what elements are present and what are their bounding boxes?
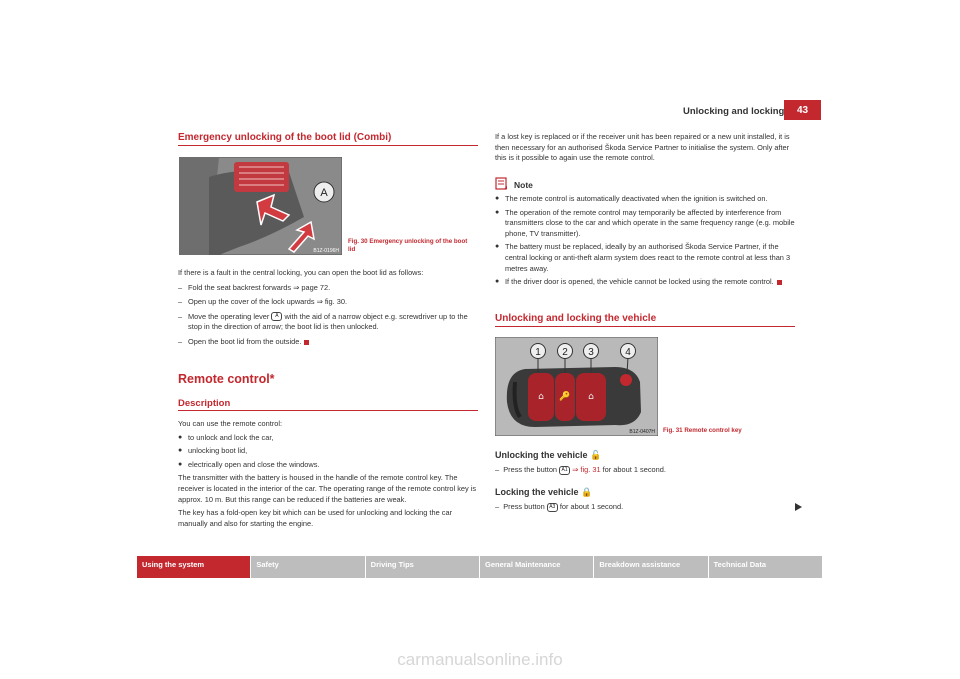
- note-icon: [495, 177, 508, 190]
- note-item: ● The remote control is automatically deactivated when the ignition is switched on.: [495, 194, 768, 203]
- button-a1-badge: A1: [559, 466, 570, 475]
- page-header-title: Unlocking and locking: [683, 106, 785, 117]
- figure-label-a: A: [320, 187, 328, 199]
- key-label-3: 3: [588, 347, 594, 358]
- section1-intro: If there is a fault in the central locking, you can open the boot lid as follows:: [178, 268, 424, 277]
- unlock-padlock-icon: 🔓: [590, 450, 602, 460]
- unlock-step: – Press the button A1 ⇒ fig. 31 for about 1 second.: [495, 465, 666, 474]
- step-4: – Open the boot lid from the outside.: [178, 337, 478, 348]
- svg-text:🔑: 🔑: [559, 392, 571, 402]
- note-body: [495, 191, 795, 288]
- figure-caption-30: Fig. 30 Emergency unlocking of the boot lid: [348, 238, 468, 253]
- circled-a-badge: A: [271, 312, 282, 321]
- note-item-text: The battery must be replaced, ideally by an authorised Škoda Service Partner, if the central locking or anti-theft alarm system does react to the remote control at less than 3 metres away.: [505, 242, 791, 273]
- figure-boot-lid-lock: [179, 157, 342, 255]
- subsection-rule: [178, 410, 478, 411]
- key-label-4: 4: [625, 347, 631, 358]
- section2-para1: The transmitter with the battery is housed in the handle of the remote control key. The receiver is located in the interior of the car. The operating range of the remote control key is approx. 10 m. But this range can be reduced if the batteries are weak.: [178, 473, 477, 504]
- tab-breakdown-assistance[interactable]: Breakdown assistance: [593, 556, 707, 578]
- figure-remote-control-key: [495, 337, 658, 436]
- bullet-item: ● to unlock and lock the car,: [178, 432, 274, 442]
- fig31-ref: ⇒ fig. 31: [572, 465, 601, 474]
- unlocking-title-text: Unlocking the vehicle: [495, 450, 588, 460]
- section-title-remote-control: Remote control*: [178, 372, 275, 386]
- lock-step: – Press button A3 for about 1 second.: [495, 502, 624, 511]
- lock-padlock-icon: 🔒: [581, 487, 593, 497]
- figure-caption-31: Fig. 31 Remote control key: [663, 427, 742, 434]
- svg-text:⌂: ⌂: [588, 392, 594, 402]
- lock-step-post: for about 1 second.: [559, 502, 624, 511]
- note-item-text: If the driver door is opened, the vehicle cannot be locked using the remote control.: [505, 277, 774, 287]
- section2-intro: You can use the remote control:: [178, 419, 283, 428]
- tab-safety[interactable]: Safety: [250, 556, 364, 578]
- tab-technical-data[interactable]: Technical Data: [708, 556, 822, 578]
- bullet-text: unlocking boot lid,: [188, 446, 248, 456]
- right-para1: If a lost key is replaced or if the receiver unit has been repaired or a new unit installed, it is then necessary for an authorised Škoda Service Partner to initialise the system. Only after this is it possible to again use the remote control.: [495, 132, 790, 163]
- key-label-2: 2: [562, 347, 568, 358]
- tab-using-the-system[interactable]: Using the system: [137, 556, 250, 578]
- locking-title-text: Locking the vehicle: [495, 487, 579, 497]
- note-item: ● The operation of the remote control may temporarily be affected by interference from transmitters close to the car and which operate in the same frequency range (e.g. mobile phone, TV transmitter).: [495, 207, 795, 238]
- bullet-item: ● unlocking boot lid,: [178, 446, 248, 456]
- step-1: – Fold the seat backrest forwards ⇒ page 72.: [178, 282, 331, 292]
- section2-para2: The key has a fold-open key bit which can be used for unlocking and locking the car manually and also for starting the engine.: [178, 508, 453, 528]
- footer-nav: [137, 556, 822, 578]
- step-3: – Move the operating lever A with the aid of a narrow object e.g. screwdriver up to the stop in the direction of arrow; the boot lid is then unlocked.: [178, 311, 468, 332]
- step-3-text-b: with the aid of a narrow object e.g. screwdriver up to the stop in the direction of arrow; the boot lid is then unlocked.: [188, 311, 468, 332]
- step-4-text: Open the boot lid from the outside.: [188, 336, 302, 346]
- page-number: 43: [784, 100, 821, 120]
- step-2-text: Open up the cover of the lock upwards ⇒ fig. 30.: [188, 297, 348, 307]
- tab-general-maintenance[interactable]: General Maintenance: [479, 556, 593, 578]
- unlocking-title: [495, 450, 601, 461]
- lock-step-pre: Press button: [503, 502, 545, 511]
- end-marker-icon: [777, 280, 782, 285]
- figure-code: B1Z-0407H: [629, 429, 655, 435]
- section-rule: [495, 326, 795, 327]
- section-title-emergency-unlocking: Emergency unlocking of the boot lid (Combi): [178, 132, 392, 143]
- bullet-text: to unlock and lock the car,: [188, 432, 274, 442]
- bullet-item: ● electrically open and close the windows.: [178, 459, 320, 469]
- watermark: carmanualsonline.info: [397, 650, 563, 669]
- tab-driving-tips[interactable]: Driving Tips: [365, 556, 479, 578]
- note-item-text: The operation of the remote control may temporarily be affected by interference from transmitters close to the car and which operate in the same frequency range (e.g. mobile phone, TV transmitter).: [505, 207, 795, 238]
- step-1-text: Fold the seat backrest forwards ⇒ page 72.: [188, 282, 331, 292]
- next-page-arrow-icon[interactable]: [794, 502, 804, 512]
- step-3-text-a: Move the operating lever: [188, 311, 270, 321]
- note-item: ● The battery must be replaced, ideally by an authorised Škoda Service Partner, if the central locking or anti-theft alarm system does react to the remote control at less than 3 metres away.: [495, 242, 795, 274]
- note-title: Note: [514, 180, 533, 190]
- note-item-text: The remote control is automatically deactivated when the ignition is switched on.: [505, 194, 768, 203]
- step-2: – Open up the cover of the lock upwards ⇒ fig. 30.: [178, 297, 348, 307]
- subsection-title-description: Description: [178, 398, 231, 409]
- end-marker-icon: [304, 340, 309, 345]
- button-a3-badge: A3: [547, 503, 558, 512]
- figure-code: B1Z-0196H: [313, 248, 339, 254]
- section-title-unlocking-locking: Unlocking and locking the vehicle: [495, 313, 657, 324]
- svg-text:⌂: ⌂: [538, 392, 544, 402]
- key-label-1: 1: [535, 347, 541, 358]
- unlock-step-post: for about 1 second.: [602, 465, 666, 474]
- bullet-text: electrically open and close the windows.: [188, 459, 320, 469]
- note-item: ● If the driver door is opened, the vehicle cannot be locked using the remote control.: [495, 277, 795, 288]
- section1-body: [178, 268, 478, 348]
- section2-body: [178, 419, 478, 531]
- section-rule: [178, 145, 478, 146]
- locking-title: [495, 487, 592, 498]
- unlock-step-pre: Press the button: [503, 465, 558, 474]
